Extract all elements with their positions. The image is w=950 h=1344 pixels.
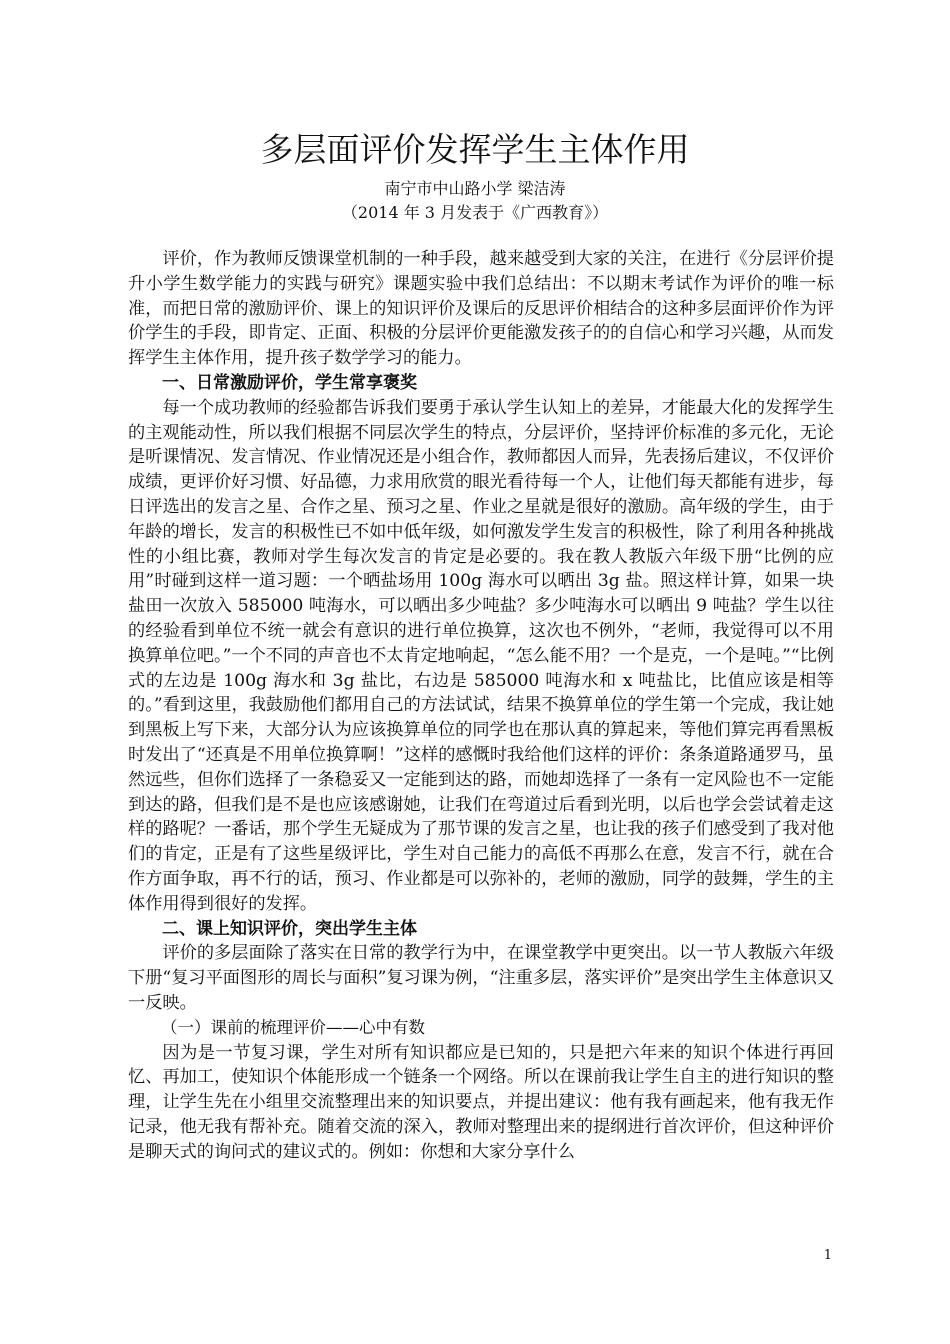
section-1-paragraph: 每一个成功教师的经验都告诉我们要勇于承认学生认知上的差异，才能最大化的发挥学生的主观能动性，所以我们根据不同层次学生的特点，分层评价，坚持评价标准的多元化，无论是听课情况、发言情况、作业情况还是小组合作，教师都因人而异，先表扬后建议，不仅评价成绩，更评价好习惯、好品德，力求用欣赏的眼光看待每一个人，让他们每天都能有进步，每日评选出的发言之星、合作之星、预习之星、作业之星就是很好的激励。高年级的学生，由于年龄的增长，发言的积极性已不如中低年级，如何激发学生发言的积极性，除了利用各种挑战性的小组比赛，教师对学生每次发言的肯定是必要的。我在教人教版六年级下册“比例的应用”时碰到这样一道习题：一个晒盐场用 100g 海水可以晒出 3g 盐。照这样计算，如果一块盐田一次放入 585000 吨海水，可以晒出多少吨盐？多少吨海水可以晒出 9 吨盐？学生以往的经验看到单位不统一就会有意识的进行单位换算，这次也不例外，“老师，我觉得可以不用换算单位吧。”一个不同的声音也不太肯定地响起，“怎么能不用？一个是克，一个是吨。”“比例式的左边是 100g 海水和 3g 盐比，右边是 585000 吨海水和 x 吨盐比，比值应该是相等的。”看到这里，我鼓励他们都用自己的方法试试，结果不换算单位的学生第一个完成，我让她到黑板上写下来，大部分认为应该换算单位的同学也在那认真的算起来，等他们算完再看黑板时发出了“还真是不用单位换算啊！”这样的感慨时我给他们这样的评价：条条道路通罗马，虽然远些，但你们选择了一条稳妥又一定能到达的路，而她却选择了一条有一定风险也不一定能到达的路，但我们是不是也应该感谢她，让我们在弯道过后看到光明，以后也学会尝试着走这样的路呢？一番话，那个学生无疑成为了那节课的发言之星，也让我的孩子们感受到了我对他们的肯定，正是有了这些星级评比，学生对自己能力的高低不再那么在意，发言不行，就在合作方面争取，再不行的话，预习、作业都是可以弥补的，老师的激励，同学的鼓舞，学生的主体作用得到很好的发挥。 <box>128 397 834 914</box>
document-title: 多层面评价发挥学生主体作用 <box>260 130 690 169</box>
document-body <box>128 247 834 1164</box>
section-2-paragraph: 评价的多层面除了落实在日常的教学行为中，在课堂教学中更突出。以一节人教版六年级下册“复习平面图形的周长与面积”复习课为例，“注重多层，落实评价”是突出学生主体意识又一反映。 <box>128 943 834 1013</box>
subsection-1-paragraph: 因为是一节复习课，学生对所有知识都应是已知的，只是把六年来的知识个体进行再回忆、再加工，使知识个体能形成一个链条一个网络。所以在课前我让学生自主的进行知识的整理，让学生先在小组里交流整理出来的知识要点，并提出建议：他有我有画起来，他有我无作记录，他无我有帮补充。随着交流的深入，教师对整理出来的提纲进行首次评价，但这种评价是聊天式的询问式的建议式的。例如：你想和大家分享什么 <box>128 1042 834 1162</box>
page-number: 1 <box>823 1248 832 1263</box>
section-2-heading: 二、课上知识评价，突出学生主体 <box>162 918 417 939</box>
subsection-1-heading: （一）课前的梳理评价——心中有数 <box>161 1017 425 1037</box>
publication-info: （2014 年 3 月发表于《广西教育》） <box>341 203 609 222</box>
intro-paragraph: 评价，作为教师反馈课堂机制的一种手段，越来越受到大家的关注，在进行《分层评价提升小学生数学能力的实践与研究》课题实验中我们总结出：不以期末考试作为评价的唯一标准，而把日常的激励评价、课上的知识评价及课后的反思评价相结合的这种多层面评价作为评价学生的手段，即肯定、正面、积极的分层评价更能激发孩子的的自信心和学习兴趣，从而发挥学生主体作用，提升孩子数学学习的能力。 <box>128 249 834 369</box>
section-1-heading: 一、日常激励评价，学生常享褒奖 <box>162 372 417 393</box>
author-line: 南宁市中山路小学 梁洁涛 <box>384 179 566 198</box>
